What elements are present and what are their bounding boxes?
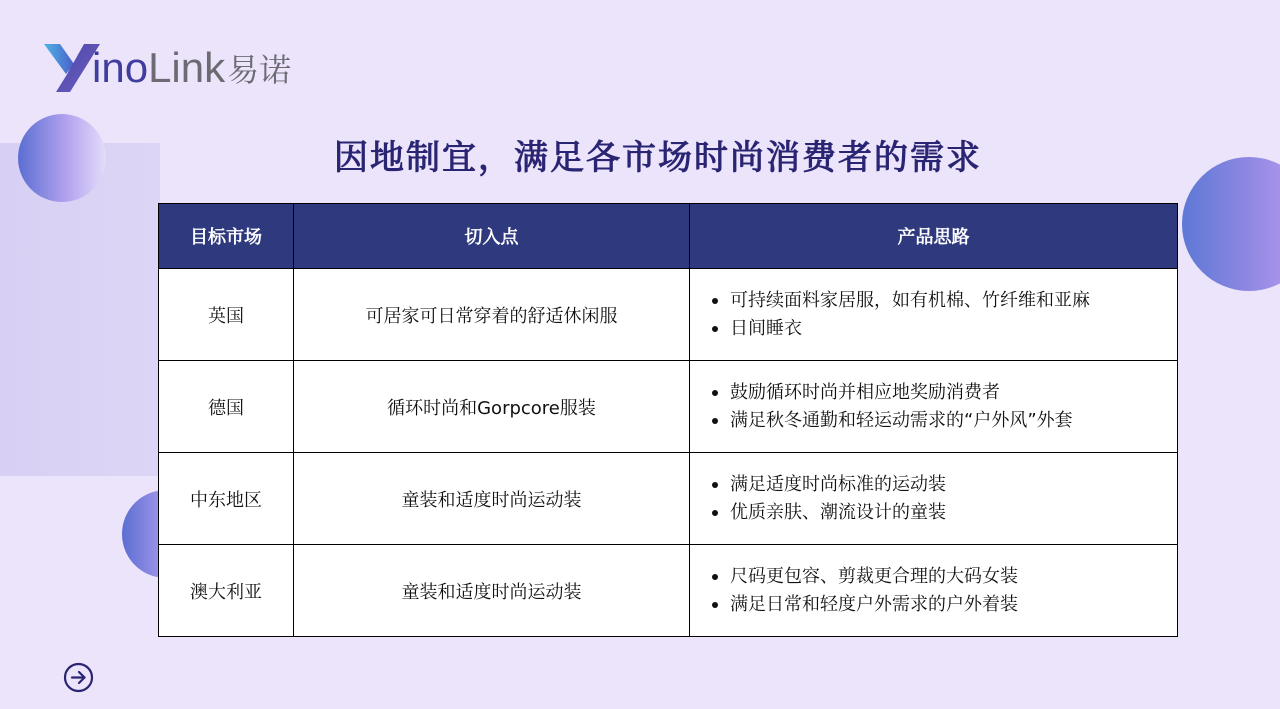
entry-cell: 童装和适度时尚运动装 — [294, 545, 690, 637]
market-cell: 澳大利亚 — [159, 545, 294, 637]
brand-logo — [44, 38, 291, 98]
brand-prefix: ino — [92, 44, 149, 91]
header-entry-point: 切入点 — [294, 204, 690, 269]
page-title: 因地制宜，满足各市场时尚消费者的需求 — [334, 138, 982, 178]
table-row — [159, 361, 1178, 453]
market-cell: 德国 — [159, 361, 294, 453]
idea-item: 尺码更包容、剪裁更合理的大码女装 — [710, 563, 1177, 591]
entry-cell: 可居家可日常穿着的舒适休闲服 — [294, 269, 690, 361]
market-table — [158, 203, 1178, 637]
arrow-right-circle-icon[interactable] — [63, 662, 94, 693]
ideas-cell — [690, 545, 1178, 637]
header-market: 目标市场 — [159, 204, 294, 269]
brand-name — [92, 44, 226, 91]
header-product-ideas: 产品思路 — [690, 204, 1178, 269]
table-row — [159, 453, 1178, 545]
ideas-cell — [690, 269, 1178, 361]
table-row — [159, 545, 1178, 637]
table-header-row — [159, 204, 1178, 269]
idea-item: 鼓励循环时尚并相应地奖励消费者 — [710, 379, 1177, 407]
idea-item: 满足适度时尚标准的运动装 — [710, 471, 1177, 499]
entry-cell: 循环时尚和Gorpcore服装 — [294, 361, 690, 453]
idea-item: 满足秋冬通勤和轻运动需求的“户外风”外套 — [710, 407, 1177, 435]
ideas-cell — [690, 361, 1178, 453]
idea-item: 优质亲肤、潮流设计的童装 — [710, 499, 1177, 527]
entry-cell: 童装和适度时尚运动装 — [294, 453, 690, 545]
idea-item: 日间睡衣 — [710, 315, 1177, 343]
brand-name-cn: 易诺 — [227, 51, 292, 89]
idea-item: 可持续面料家居服，如有机棉、竹纤维和亚麻 — [710, 287, 1177, 315]
market-cell: 中东地区 — [159, 453, 294, 545]
table-row — [159, 269, 1178, 361]
ideas-cell — [690, 453, 1178, 545]
brand-suffix: Link — [148, 44, 226, 91]
market-cell: 英国 — [159, 269, 294, 361]
idea-item: 满足日常和轻度户外需求的户外着装 — [710, 591, 1177, 619]
